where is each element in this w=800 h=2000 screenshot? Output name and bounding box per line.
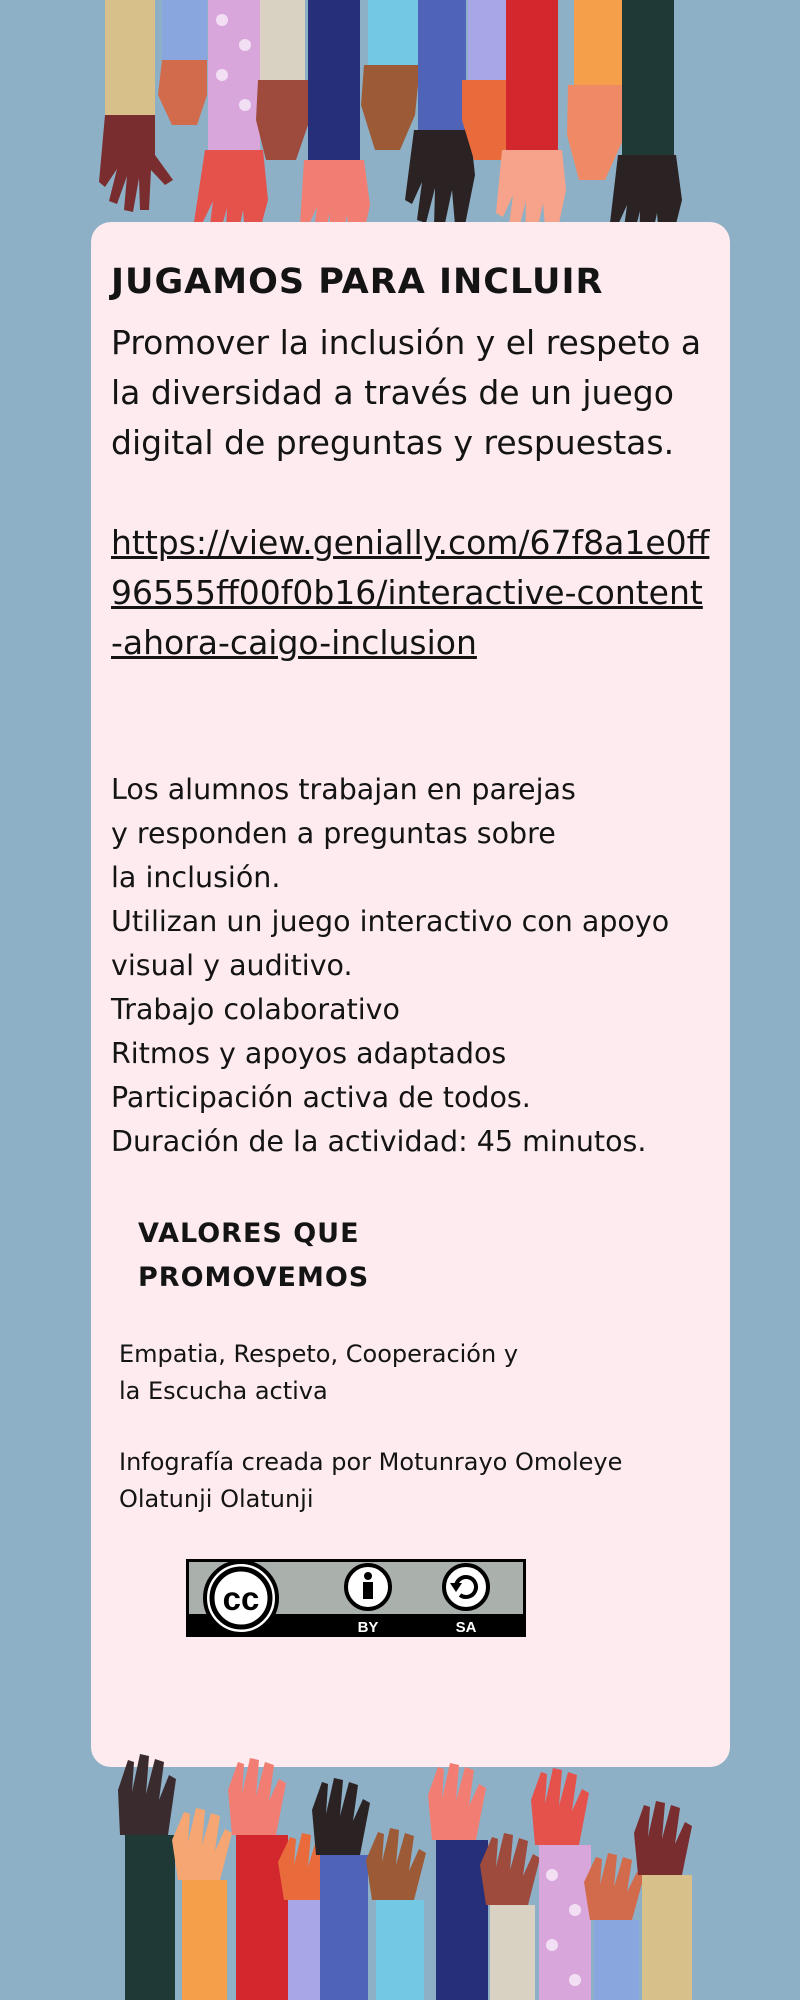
- list-item: Trabajo colaborativo: [111, 993, 400, 1026]
- cc-by-sa-license-badge: [186, 1559, 526, 1637]
- list-item: Ritmos y apoyos adaptados: [111, 1037, 507, 1070]
- hand-icon: [312, 1778, 370, 2000]
- hand-icon: [228, 1758, 288, 2000]
- raised-hands-bottom-illustration: [0, 1725, 800, 2000]
- hand-icon: [480, 1833, 540, 2000]
- card-title: JUGAMOS PARA INCLUIR: [111, 262, 604, 302]
- hand-icon: [99, 0, 173, 212]
- list-item: la inclusión.: [111, 861, 281, 894]
- info-card: [91, 222, 730, 1767]
- genially-link[interactable]: https://view.genially.com/67f8a1e0ff96555ff00f0b16/interactive-content-ahora-caigo-inclusion: [111, 523, 710, 662]
- hand-icon: [158, 0, 207, 125]
- hand-icon: [428, 1763, 488, 2000]
- list-item: y responden a preguntas sobre: [111, 817, 556, 850]
- hand-icon: [634, 1801, 692, 2000]
- sa-label: SA: [455, 1619, 477, 1636]
- hand-icon: [584, 1853, 644, 2000]
- hand-icon: [366, 1828, 426, 2000]
- by-label: BY: [357, 1619, 379, 1636]
- hand-icon: [496, 0, 566, 241]
- list-item: visual y auditivo.: [111, 949, 353, 982]
- author-credit: Infografía creada por Motunrayo Omoleye Olatunji Olatunji: [119, 1448, 623, 1513]
- hand-icon: [256, 0, 308, 160]
- values-heading: VALORES QUE PROMOVEMOS: [138, 1218, 370, 1293]
- list-item: Duración de la actividad: 45 minutos.: [111, 1125, 647, 1158]
- cc-label: cc: [222, 1580, 260, 1617]
- list-item: Los alumnos trabajan en parejas: [111, 773, 576, 806]
- hand-icon: [300, 0, 370, 253]
- values-text: Empatia, Respeto, Cooperación y la Escucha activa: [119, 1340, 519, 1405]
- list-item: Utilizan un juego interactivo con apoyo: [111, 905, 670, 938]
- hand-icon: [361, 0, 420, 150]
- activity-list: [111, 768, 721, 1164]
- hand-icon: [118, 1754, 176, 2000]
- hand-icon: [531, 1768, 591, 2000]
- sa-icon: [444, 1565, 488, 1609]
- intro-text: Promover la inclusión y el respeto a la diversidad a través de un juego digital de preguntas y respuestas.: [111, 323, 702, 462]
- hand-icon: [172, 1808, 232, 2000]
- hand-icon: [567, 0, 626, 180]
- list-item: Participación activa de todos.: [111, 1081, 531, 1114]
